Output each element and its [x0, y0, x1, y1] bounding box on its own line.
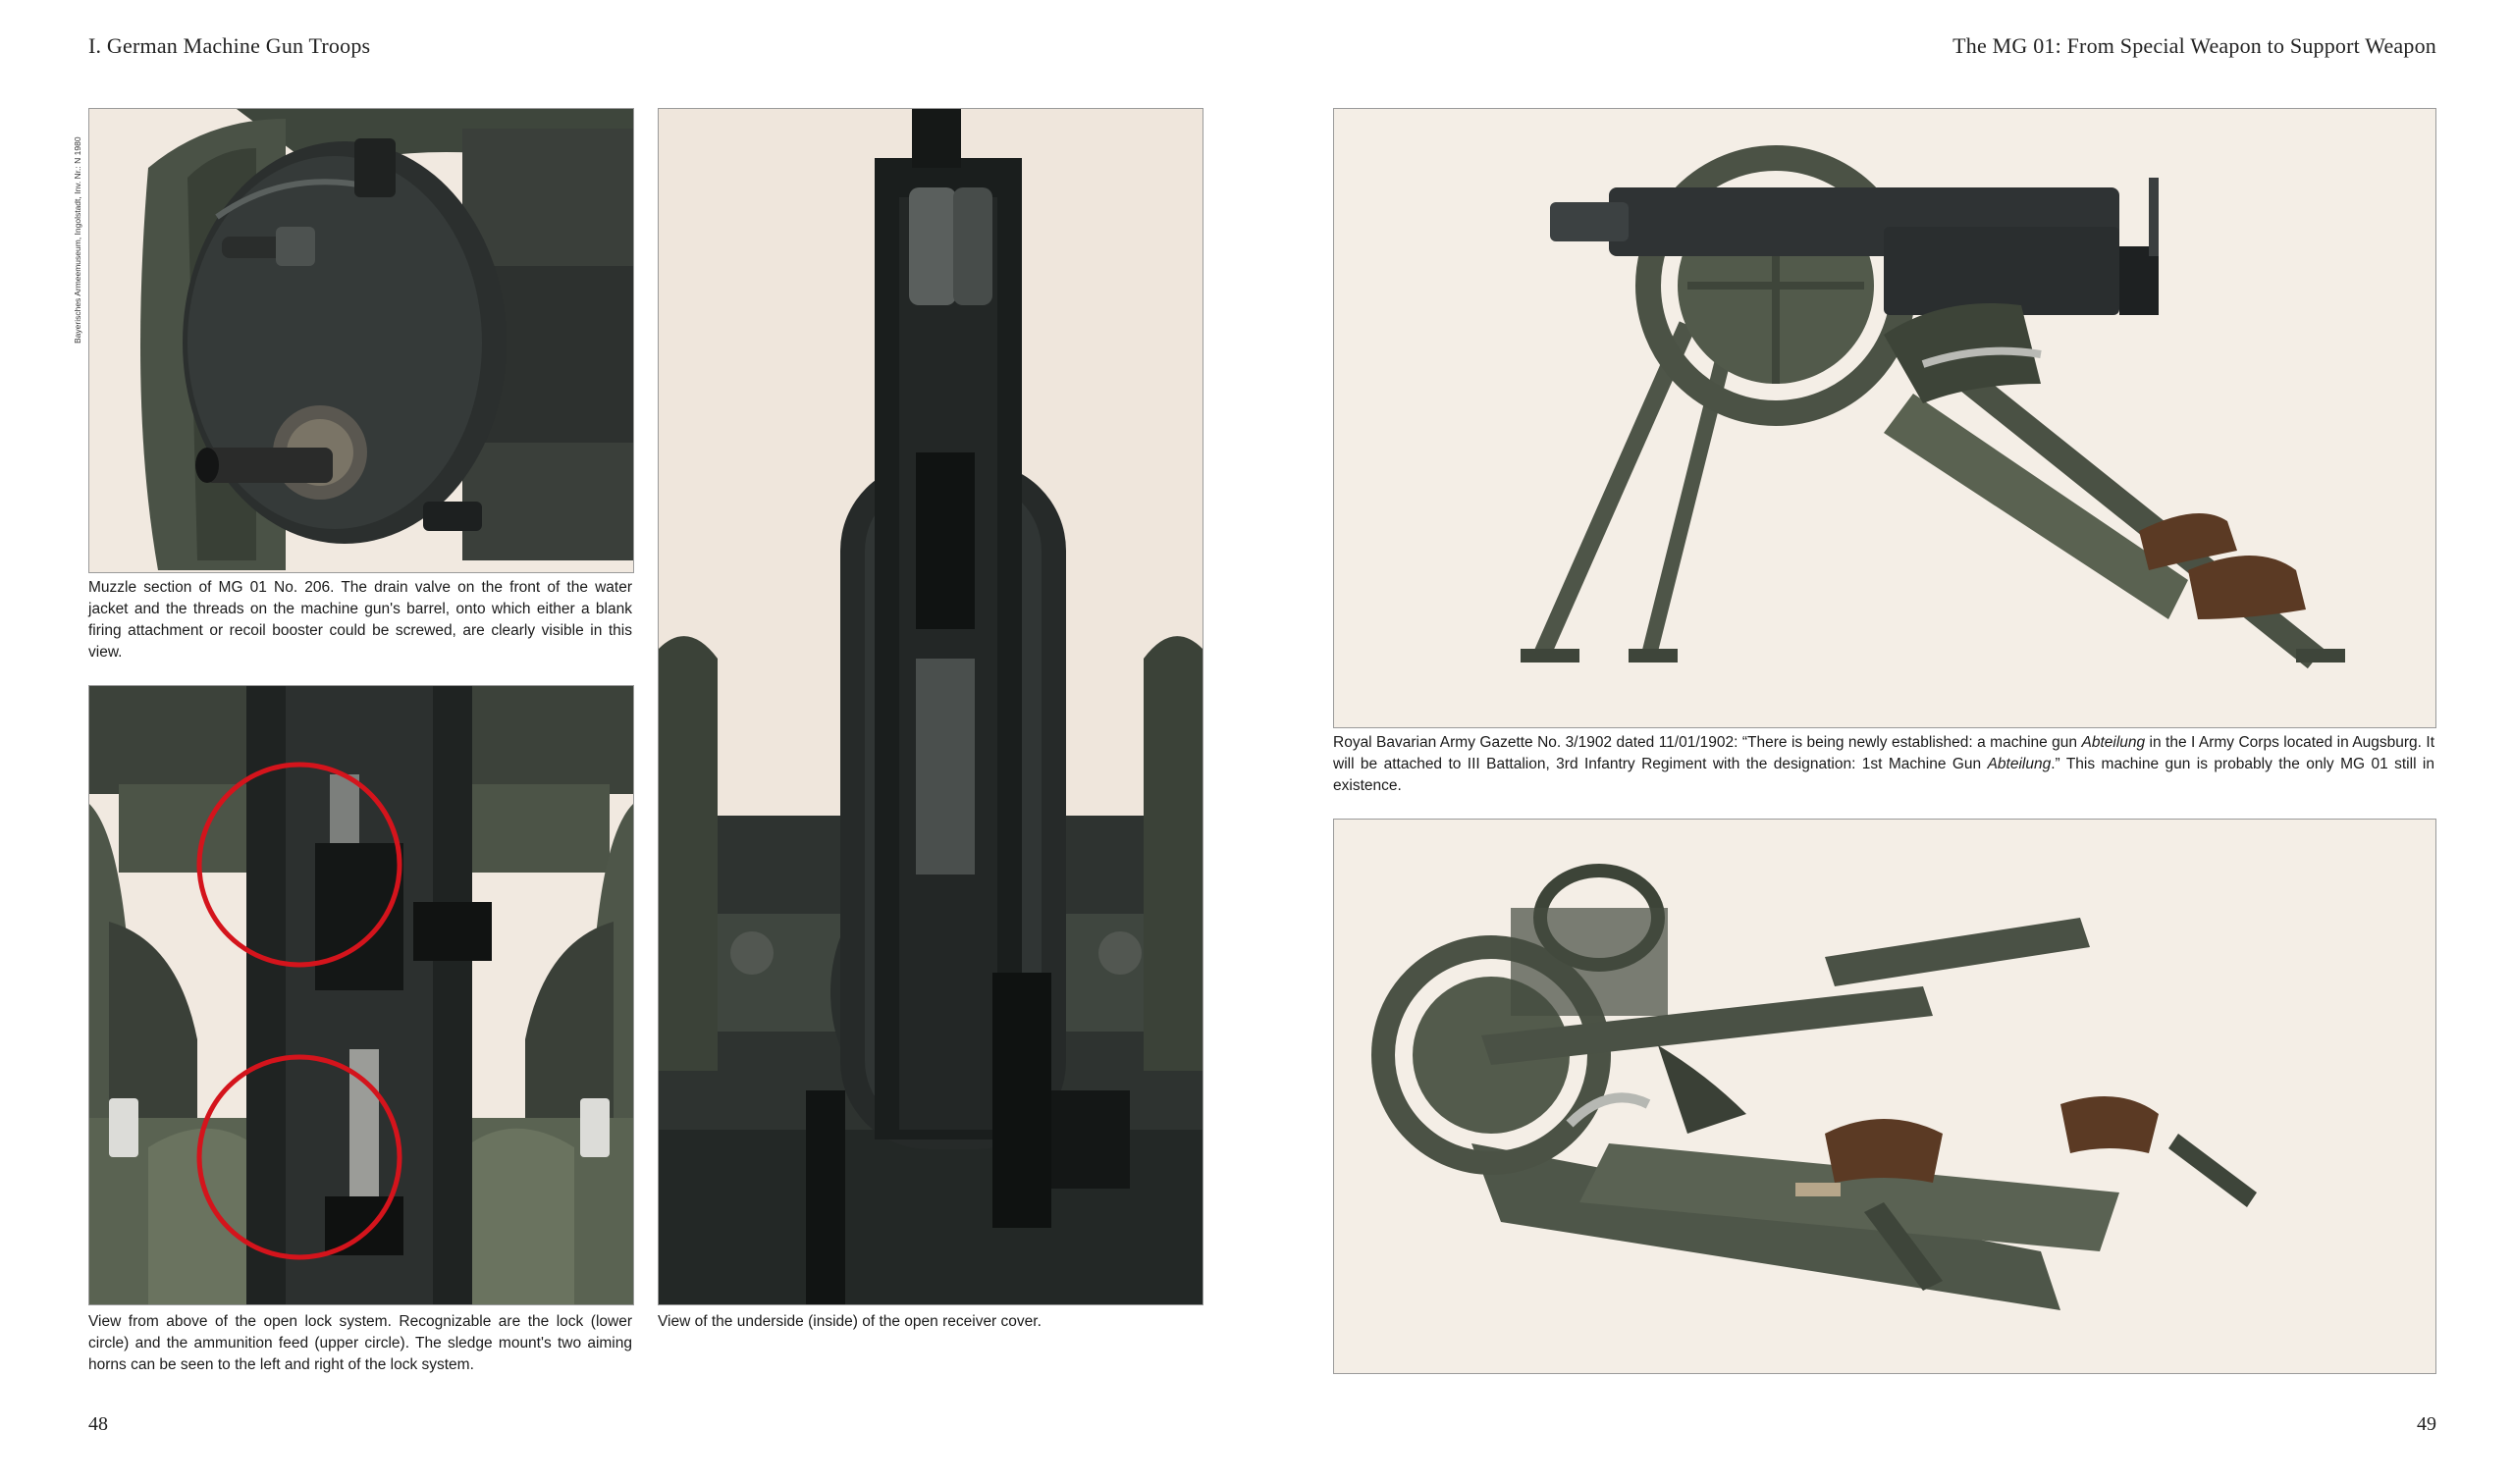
caption-gazette-em2: Abteilung: [1987, 756, 2052, 772]
caption-gazette-part2: in the I Army Corps located in Augsburg. It will be attached to III Battalion, 3rd Infantry Regiment with the designation: 1st Machine Gun: [1333, 734, 2435, 772]
photo-credit: [73, 108, 82, 344]
running-head-left: I. German Machine Gun Troops: [88, 33, 371, 58]
caption-muzzle: Muzzle section of MG 01 No. 206. The drain valve on the front of the water jacket and the threads on the machine gun's barrel, onto which either a blank firing attachment or recoil booster could be screwed, are clearly visible in this view.: [88, 579, 632, 661]
photo-credit-text: Bayerisches Armeemuseum, Ingolstadt, Inv. Nr.: N 1980: [73, 136, 82, 344]
caption-gazette-part3: .” This machine gun is probably the only MG 01 still in existence.: [1333, 756, 2434, 794]
photo-muzzle-section: [88, 108, 634, 573]
right-page: [1256, 0, 2513, 1484]
left-page: [0, 0, 1256, 1484]
photo-mg01-on-mount: [1333, 108, 2436, 728]
page-number-left: 48: [88, 1413, 108, 1435]
photo-receiver-cover: [658, 108, 1203, 1305]
running-head-right: The MG 01: From Special Weapon to Support Weapon: [1952, 33, 2436, 58]
page-number-right: 49: [2417, 1413, 2436, 1435]
caption-lock-system: View from above of the open lock system. Recognizable are the lock (lower circle) and the ammunition feed (upper circle). The sledge mount's two aiming horns can be seen to the left and right of the lock system.: [88, 1313, 632, 1373]
caption-gazette: [1333, 732, 2434, 797]
photo-sledge-mount: [1333, 819, 2436, 1374]
caption-receiver-cover: View of the underside (inside) of the open receiver cover.: [658, 1313, 1042, 1330]
caption-gazette-em1: Abteilung: [2081, 734, 2146, 751]
photo-lock-system: [88, 685, 634, 1305]
caption-gazette-part1: Royal Bavarian Army Gazette No. 3/1902 dated 11/01/1902: “There is being newly established: a machine gun: [1333, 734, 2082, 751]
